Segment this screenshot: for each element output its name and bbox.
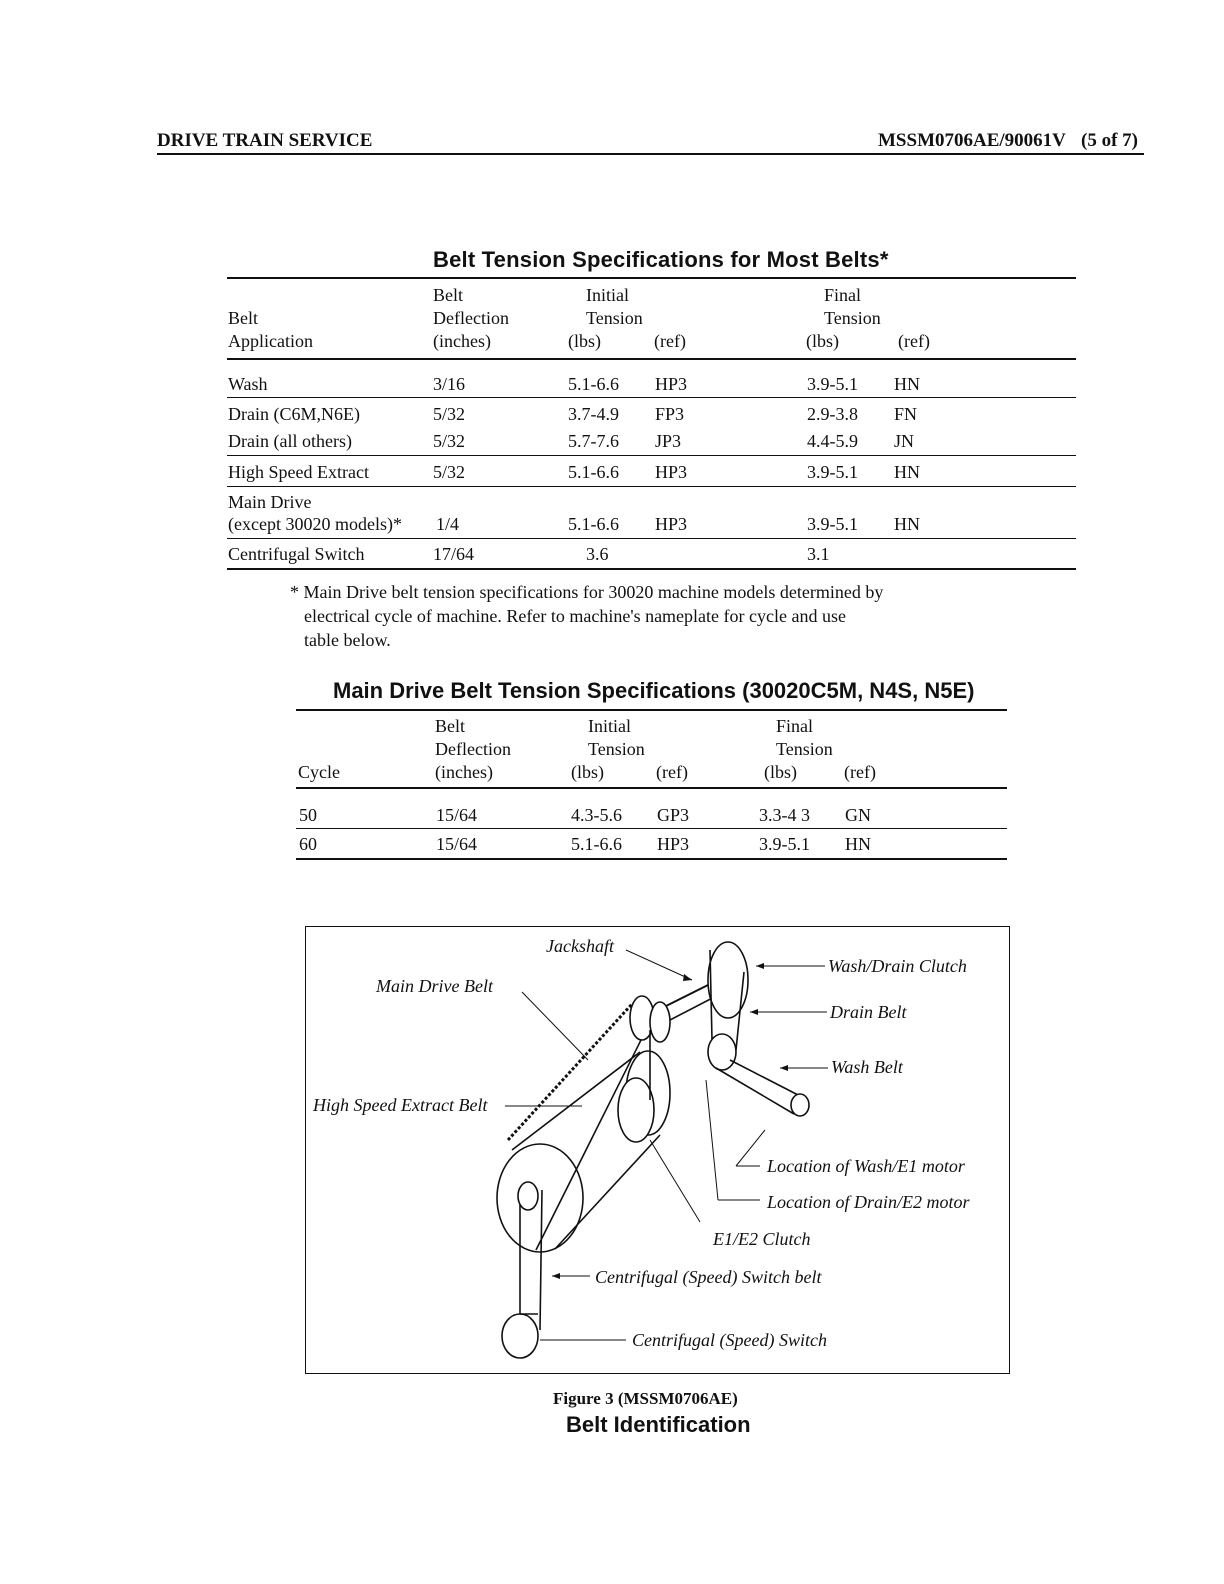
- wash-drain-clutch: [708, 942, 748, 1018]
- label-switch-belt: Centrifugal (Speed) Switch belt: [595, 1267, 822, 1287]
- footnote-line: electrical cycle of machine. Refer to machine's nameplate for cycle and use: [304, 606, 846, 626]
- cell-final: 2.9-3.8: [807, 404, 858, 424]
- th-fin-1: Final: [824, 285, 862, 305]
- wash-belt-top: [730, 1060, 800, 1096]
- cell-final-ref: JN: [894, 431, 915, 451]
- section-title: DRIVE TRAIN SERVICE: [157, 130, 373, 151]
- cell-final-ref: HN: [894, 462, 920, 482]
- document-code: MSSM0706AE/90061V: [878, 130, 1066, 151]
- th-defl-1: Belt: [433, 285, 463, 305]
- cell-final-ref: HN: [845, 834, 871, 854]
- cell-initial-ref: JP3: [655, 431, 682, 451]
- cell-initial: 4.3-5.6: [571, 805, 622, 825]
- cell-cycle: 60: [299, 834, 317, 854]
- th-defl-2: Deflection: [433, 308, 509, 328]
- wash-motor-pulley: [791, 1094, 809, 1116]
- table1-title: Belt Tension Specifications for Most Belts*: [433, 247, 889, 272]
- cell-initial-ref: HP3: [655, 514, 688, 534]
- basket-pulley: [497, 1144, 583, 1252]
- cell-final: 4.4-5.9: [807, 431, 858, 451]
- cell-final: 3.9-5.1: [807, 514, 858, 534]
- leader-wash-motor: [736, 1130, 765, 1166]
- page-indicator: (5 of 7): [1081, 130, 1138, 151]
- cell-initial: 5.1-6.6: [568, 462, 619, 482]
- th-fin-1: Final: [776, 716, 814, 736]
- wash-belt-bottom: [716, 1068, 794, 1114]
- table2-title: Main Drive Belt Tension Specifications (30020C5M, N4S, N5E): [333, 678, 975, 703]
- label-high-speed-extract-belt: High Speed Extract Belt: [313, 1095, 488, 1115]
- cell-deflection: 15/64: [436, 834, 478, 854]
- th-fin-4: (ref): [844, 762, 876, 782]
- th-fin-3: (lbs): [764, 762, 797, 782]
- cell-initial: 5.1-6.6: [568, 514, 619, 534]
- label-drain-belt: Drain Belt: [830, 1002, 907, 1022]
- cell-final: 3.9-5.1: [807, 462, 858, 482]
- cell-deflection: 5/32: [433, 431, 466, 451]
- th-init-3: (lbs): [568, 331, 601, 351]
- th-cycle: Cycle: [298, 762, 340, 782]
- cell-final: 3.9-5.1: [759, 834, 810, 854]
- cell-initial-ref: HP3: [655, 374, 688, 394]
- cell-initial-ref: GP3: [657, 805, 690, 825]
- th-init-2: Tension: [588, 739, 645, 759]
- drain-motor-pulley: [708, 1034, 736, 1070]
- cell-final-ref: HN: [894, 374, 920, 394]
- cell-initial: 3.7-4.9: [568, 404, 619, 424]
- leader-e1e2: [650, 1140, 700, 1222]
- label-wash-drain-clutch: Wash/Drain Clutch: [828, 956, 967, 976]
- cell-application-note: (except 30020 models)*: [228, 514, 402, 534]
- cell-initial-ref: HP3: [657, 834, 690, 854]
- cell-application: Drain (C6M,N6E): [228, 404, 360, 424]
- cell-application: Centrifugal Switch: [228, 544, 365, 564]
- footnote-line: table below.: [304, 630, 391, 650]
- th-fin-2: Tension: [824, 308, 881, 328]
- label-e1e2-clutch: E1/E2 Clutch: [713, 1229, 811, 1249]
- cell-application: High Speed Extract: [228, 462, 369, 482]
- centrifugal-switch: [502, 1314, 538, 1358]
- cell-final-ref: FN: [894, 404, 918, 424]
- footnote-line: * Main Drive belt tension specifications for 30020 machine models determined by: [290, 582, 884, 602]
- th-init-1: Initial: [588, 716, 631, 736]
- cell-initial-ref: FP3: [655, 404, 685, 424]
- cell-cycle: 50: [299, 805, 317, 825]
- th-defl-1: Belt: [435, 716, 465, 736]
- th-fin-3: (lbs): [806, 331, 839, 351]
- figure-caption-number: Figure 3 (MSSM0706AE): [553, 1389, 738, 1408]
- th-fin-2: Tension: [776, 739, 833, 759]
- jackshaft-pulley-2: [650, 1002, 670, 1042]
- cell-deflection: 5/32: [433, 404, 466, 424]
- leader-drain-motor: [706, 1080, 760, 1200]
- label-centrifugal-switch: Centrifugal (Speed) Switch: [632, 1330, 827, 1350]
- cell-initial: 5.7-7.6: [568, 431, 619, 451]
- cell-deflection: 15/64: [436, 805, 478, 825]
- cell-deflection: 1/4: [436, 514, 460, 534]
- th-init-4: (ref): [656, 762, 688, 782]
- cell-final: 3.9-5.1: [807, 374, 858, 394]
- e1e2-clutch-pulley: [618, 1078, 654, 1142]
- cell-initial: 3.6: [586, 544, 609, 564]
- cell-initial: 5.1-6.6: [568, 374, 619, 394]
- cell-application: Drain (all others): [228, 431, 352, 451]
- th-defl-2: Deflection: [435, 739, 511, 759]
- label-wash-belt: Wash Belt: [831, 1057, 903, 1077]
- cell-final: 3.3-4 3: [759, 805, 810, 825]
- figure-caption-title: Belt Identification: [566, 1412, 751, 1437]
- label-main-drive-belt: Main Drive Belt: [376, 976, 493, 996]
- cell-deflection: 17/64: [433, 544, 475, 564]
- th-fin-4: (ref): [898, 331, 930, 351]
- cell-final-ref: GN: [845, 805, 871, 825]
- th-defl-3: (inches): [435, 762, 493, 782]
- label-jackshaft: Jackshaft: [546, 936, 614, 956]
- cell-application: Main Drive: [228, 492, 312, 512]
- label-wash-motor-location: Location of Wash/E1 motor: [767, 1156, 965, 1176]
- cell-initial: 5.1-6.6: [571, 834, 622, 854]
- cell-initial-ref: HP3: [655, 462, 688, 482]
- th-init-1: Initial: [586, 285, 629, 305]
- th-defl-3: (inches): [433, 331, 491, 351]
- cell-deflection: 3/16: [433, 374, 466, 394]
- cell-final: 3.1: [807, 544, 830, 564]
- cell-deflection: 5/32: [433, 462, 466, 482]
- cell-application: Wash: [228, 374, 268, 394]
- th-init-4: (ref): [654, 331, 686, 351]
- leader-jackshaft: [626, 950, 692, 980]
- cell-final-ref: HN: [894, 514, 920, 534]
- label-drain-motor-location: Location of Drain/E2 motor: [767, 1192, 970, 1212]
- th-init-2: Tension: [586, 308, 643, 328]
- th-belt: Belt: [228, 308, 258, 328]
- th-init-3: (lbs): [571, 762, 604, 782]
- leader-main-drive: [522, 992, 588, 1060]
- th-application: Application: [228, 331, 313, 351]
- switch-belt-top-pulley: [518, 1182, 538, 1210]
